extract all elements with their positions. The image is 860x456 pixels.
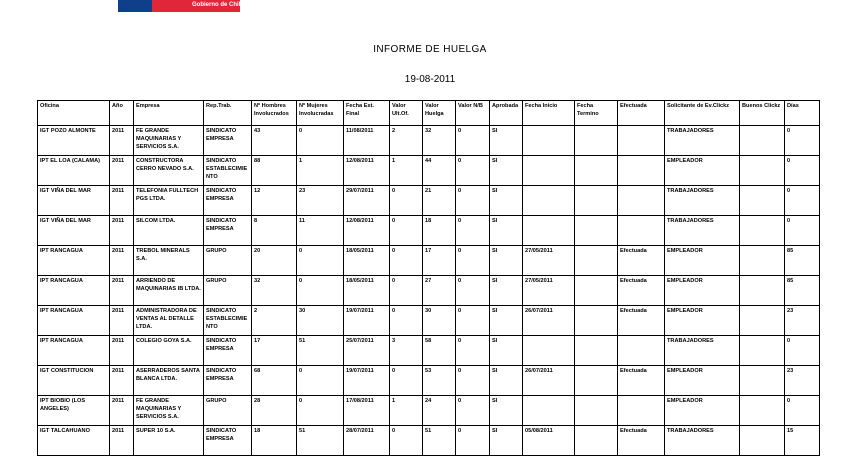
table-cell: 30: [297, 306, 344, 336]
table-cell: IGT VIÑA DEL MAR: [38, 186, 110, 216]
table-row: [38, 156, 820, 186]
table-cell: 30: [423, 306, 456, 336]
table-cell: [618, 336, 665, 366]
logo-red-block: [152, 0, 244, 12]
table-cell: 27/05/2011: [523, 246, 575, 276]
table-cell: 0: [785, 126, 820, 156]
column-header: Solicitante de Ev.Clickz: [665, 101, 740, 126]
table-cell: 32: [252, 276, 297, 306]
table-cell: [523, 216, 575, 246]
table-cell: 8: [252, 216, 297, 246]
table-cell: 24: [423, 396, 456, 426]
table-cell: 0: [785, 156, 820, 186]
table-cell: [575, 186, 618, 216]
table-cell: IPT BIOBIO (LOS ANGELES): [38, 396, 110, 426]
table-cell: Efectuada: [618, 246, 665, 276]
table-cell: 1: [390, 396, 423, 426]
column-header: Efectuada: [618, 101, 665, 126]
table-cell: 51: [423, 426, 456, 456]
table-cell: Efectuada: [618, 306, 665, 336]
table-cell: COLEGIO GOYA S.A.: [134, 336, 204, 366]
table-cell: 0: [390, 246, 423, 276]
table-cell: 25/07/2011: [344, 336, 390, 366]
table-cell: [575, 306, 618, 336]
table-cell: SI: [490, 396, 523, 426]
table-cell: GRUPO: [204, 246, 252, 276]
report-date: 19-08-2011: [404, 74, 456, 85]
table-cell: 0: [297, 276, 344, 306]
table-cell: [523, 396, 575, 426]
table-cell: 0: [390, 366, 423, 396]
table-row: [38, 246, 820, 276]
table-cell: 85: [785, 276, 820, 306]
table-cell: 19/07/2011: [344, 366, 390, 396]
table-cell: SINDICATO ESTABLECIMIENTO: [204, 156, 252, 186]
table-header-row: [38, 101, 820, 126]
table-row: [38, 186, 820, 216]
table-cell: [575, 396, 618, 426]
table-cell: [740, 156, 785, 186]
column-header: Fecha Est. Final: [344, 101, 390, 126]
column-header: Días: [785, 101, 820, 126]
table-cell: IPT RANCAGUA: [38, 306, 110, 336]
table-cell: TRABAJADORES: [665, 216, 740, 246]
table-cell: 88: [252, 156, 297, 186]
table-cell: 2011: [110, 126, 134, 156]
table-cell: 12: [252, 186, 297, 216]
table-cell: TRABAJADORES: [665, 186, 740, 216]
table-cell: Efectuada: [618, 276, 665, 306]
table-cell: 23: [785, 366, 820, 396]
table-cell: [740, 216, 785, 246]
column-header: Fecha Inicio: [523, 101, 575, 126]
table-cell: 2011: [110, 336, 134, 366]
table-cell: 19/07/2011: [344, 306, 390, 336]
table-cell: 18: [423, 216, 456, 246]
table-cell: 43: [252, 126, 297, 156]
table-cell: EMPLEADOR: [665, 366, 740, 396]
column-header: Nº Mujeres Involucradas: [297, 101, 344, 126]
table-cell: 1: [390, 156, 423, 186]
table-cell: 0: [456, 426, 490, 456]
table-cell: 2011: [110, 276, 134, 306]
table-cell: 11/08/2011: [344, 126, 390, 156]
table-cell: SI: [490, 246, 523, 276]
table-cell: 0: [456, 336, 490, 366]
table-cell: SINDICATO EMPRESA: [204, 426, 252, 456]
gobierno-logo: [118, 0, 244, 15]
table-cell: SI: [490, 126, 523, 156]
logo-blue-block: [118, 0, 152, 12]
table-cell: 28/07/2011: [344, 426, 390, 456]
table-cell: 18/05/2011: [344, 276, 390, 306]
table-cell: 0: [297, 366, 344, 396]
table-cell: 0: [390, 216, 423, 246]
table-cell: 23: [785, 306, 820, 336]
table-cell: 0: [456, 396, 490, 426]
table-cell: EMPLEADOR: [665, 156, 740, 186]
table-cell: 0: [456, 126, 490, 156]
table-cell: SINDICATO ESTABLECIMIENTO: [204, 306, 252, 336]
table-cell: 2011: [110, 156, 134, 186]
table-cell: 0: [297, 246, 344, 276]
table-cell: 17/08/2011: [344, 396, 390, 426]
table-cell: 2011: [110, 246, 134, 276]
table-cell: SINDICATO EMPRESA: [204, 336, 252, 366]
table-cell: 18/05/2011: [344, 246, 390, 276]
table-cell: 44: [423, 156, 456, 186]
table-cell: SI: [490, 336, 523, 366]
table-cell: 11: [297, 216, 344, 246]
column-header: Año: [110, 101, 134, 126]
table-cell: 15: [785, 426, 820, 456]
table-cell: 29/07/2011: [344, 186, 390, 216]
table-cell: SI: [490, 216, 523, 246]
table-cell: 32: [423, 126, 456, 156]
table-cell: 0: [390, 306, 423, 336]
table-cell: [575, 426, 618, 456]
table-cell: 23: [297, 186, 344, 216]
table-cell: 1: [297, 156, 344, 186]
table-cell: [740, 396, 785, 426]
table-cell: 21: [423, 186, 456, 216]
table-cell: 2: [390, 126, 423, 156]
table-cell: 12/08/2011: [344, 156, 390, 186]
table-cell: EMPLEADOR: [665, 276, 740, 306]
column-header: Valor Ult.Of.: [390, 101, 423, 126]
table-cell: IGT CONSTITUCION: [38, 366, 110, 396]
table-cell: Efectuada: [618, 366, 665, 396]
table-cell: [575, 246, 618, 276]
table-cell: 0: [390, 186, 423, 216]
table-cell: SINDICATO EMPRESA: [204, 216, 252, 246]
table-cell: IPT RANCAGUA: [38, 246, 110, 276]
table-cell: [618, 126, 665, 156]
table-cell: IGT VIÑA DEL MAR: [38, 216, 110, 246]
table-cell: 0: [785, 396, 820, 426]
table-cell: 12/08/2011: [344, 216, 390, 246]
table-cell: TRABAJADORES: [665, 126, 740, 156]
table-cell: [575, 366, 618, 396]
table-cell: 0: [456, 186, 490, 216]
table-cell: SINDICATO EMPRESA: [204, 186, 252, 216]
table-cell: [740, 426, 785, 456]
table-row: [38, 336, 820, 366]
table-cell: IPT EL LOA (CALAMA): [38, 156, 110, 186]
table-cell: TRABAJADORES: [665, 336, 740, 366]
table-row: [38, 126, 820, 156]
column-header: Valor Huelga: [423, 101, 456, 126]
table-cell: GRUPO: [204, 396, 252, 426]
table-cell: FE GRANDE MAQUINARIAS Y SERVICIOS S.A.: [134, 126, 204, 156]
table-cell: GRUPO: [204, 276, 252, 306]
table-cell: SI: [490, 426, 523, 456]
table-cell: 0: [456, 156, 490, 186]
table-cell: [523, 156, 575, 186]
table-cell: [740, 276, 785, 306]
table-cell: [523, 126, 575, 156]
table-cell: EMPLEADOR: [665, 306, 740, 336]
table-cell: 0: [785, 336, 820, 366]
table-cell: 27: [423, 276, 456, 306]
table-cell: 2011: [110, 216, 134, 246]
table-cell: 26/07/2011: [523, 306, 575, 336]
table-row: [38, 216, 820, 246]
table-cell: SINDICATO EMPRESA: [204, 366, 252, 396]
table-cell: SUPER 10 S.A.: [134, 426, 204, 456]
table-cell: 53: [423, 366, 456, 396]
table-cell: FE GRANDE MAQUINARIAS Y SERVICIOS S.A.: [134, 396, 204, 426]
column-header: Valor N/B: [456, 101, 490, 126]
table-cell: SI: [490, 306, 523, 336]
column-header: Aprobada: [490, 101, 523, 126]
table-cell: [740, 246, 785, 276]
table-cell: [618, 156, 665, 186]
table-cell: [523, 336, 575, 366]
table-cell: TREBOL MINERALS S.A.: [134, 246, 204, 276]
table-cell: [523, 186, 575, 216]
table-cell: 0: [456, 276, 490, 306]
table-cell: 28: [252, 396, 297, 426]
column-header: Rep.Trab.: [204, 101, 252, 126]
table-cell: Efectuada: [618, 426, 665, 456]
table-cell: 0: [785, 186, 820, 216]
table-cell: [575, 216, 618, 246]
table-cell: 05/08/2011: [523, 426, 575, 456]
table-cell: [618, 216, 665, 246]
table-cell: SI: [490, 156, 523, 186]
table-cell: EMPLEADOR: [665, 246, 740, 276]
table-cell: [575, 276, 618, 306]
table-cell: 2: [252, 306, 297, 336]
column-header: Nº Hombres Involucrados: [252, 101, 297, 126]
table-body: [38, 126, 820, 456]
table-cell: ASERRADEROS SANTA BLANCA LTDA.: [134, 366, 204, 396]
table-cell: 51: [297, 426, 344, 456]
table-cell: [575, 156, 618, 186]
table-cell: 51: [297, 336, 344, 366]
table-cell: SI: [490, 186, 523, 216]
table-cell: 2011: [110, 306, 134, 336]
table-cell: 20: [252, 246, 297, 276]
table-cell: 0: [456, 366, 490, 396]
table-cell: 2011: [110, 366, 134, 396]
table-cell: [575, 336, 618, 366]
table-cell: ADMINISTRADORA DE VENTAS AL DETALLE LTDA.: [134, 306, 204, 336]
table-cell: 58: [423, 336, 456, 366]
table-cell: 0: [456, 306, 490, 336]
table-cell: IGT POZO ALMONTE: [38, 126, 110, 156]
table-cell: SILCOM LTDA.: [134, 216, 204, 246]
table-cell: EMPLEADOR: [665, 396, 740, 426]
table-cell: 0: [785, 216, 820, 246]
table-cell: 2011: [110, 186, 134, 216]
column-header: Buenos Clickz: [740, 101, 785, 126]
table-row: [38, 396, 820, 426]
table-cell: 17: [423, 246, 456, 276]
logo-text: Gobierno de Chile: [192, 2, 244, 8]
table-cell: [618, 186, 665, 216]
table-cell: 17: [252, 336, 297, 366]
table-cell: IPT RANCAGUA: [38, 276, 110, 306]
table-cell: 85: [785, 246, 820, 276]
table-cell: 3: [390, 336, 423, 366]
table-cell: SI: [490, 366, 523, 396]
strike-report-table: [37, 100, 820, 456]
table-cell: IPT RANCAGUA: [38, 336, 110, 366]
report-title: INFORME DE HUELGA: [373, 44, 487, 55]
table-cell: [740, 366, 785, 396]
table-cell: SI: [490, 276, 523, 306]
table-cell: 26/07/2011: [523, 366, 575, 396]
table-cell: 0: [297, 396, 344, 426]
table-cell: IGT TALCAHUANO: [38, 426, 110, 456]
table-row: [38, 306, 820, 336]
table-cell: TRABAJADORES: [665, 426, 740, 456]
table-row: [38, 276, 820, 306]
column-header: Fecha Termino: [575, 101, 618, 126]
table-cell: 0: [390, 276, 423, 306]
table-cell: 2011: [110, 426, 134, 456]
table-cell: CONSTRUCTORA CERRO NEVADO S.A.: [134, 156, 204, 186]
table-cell: 0: [456, 246, 490, 276]
table-cell: [575, 126, 618, 156]
table-cell: 0: [456, 216, 490, 246]
table-cell: [740, 126, 785, 156]
table-cell: SINDICATO EMPRESA: [204, 126, 252, 156]
column-header: Oficina: [38, 101, 110, 126]
table-cell: 0: [297, 126, 344, 156]
column-header: Empresa: [134, 101, 204, 126]
table-cell: [740, 336, 785, 366]
table-cell: TELEFONIA FULLTECH PGS LTDA.: [134, 186, 204, 216]
table-cell: 68: [252, 366, 297, 396]
table-cell: [618, 396, 665, 426]
table-row: [38, 426, 820, 456]
table-cell: 2011: [110, 396, 134, 426]
table-cell: ARRIENDO DE MAQUINARIAS IB LTDA.: [134, 276, 204, 306]
table-cell: 18: [252, 426, 297, 456]
table-cell: [740, 186, 785, 216]
table-cell: [740, 306, 785, 336]
table-row: [38, 366, 820, 396]
table-cell: 0: [390, 426, 423, 456]
table-cell: 27/05/2011: [523, 276, 575, 306]
